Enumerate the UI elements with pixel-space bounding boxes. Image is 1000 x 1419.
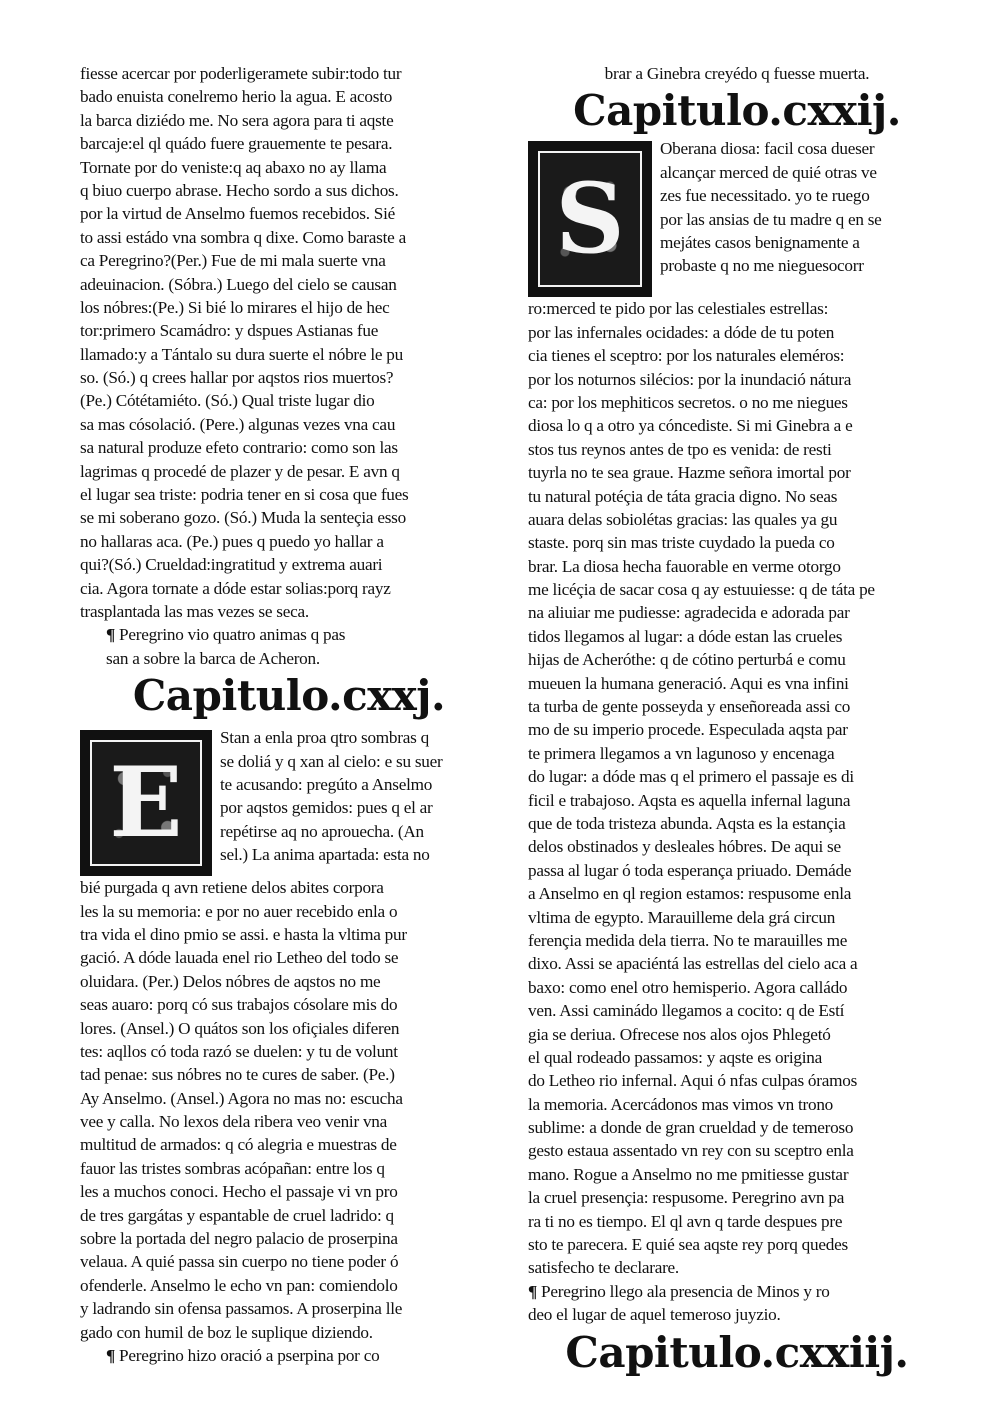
text-line: sa natural produze efeto contrario: como son las	[80, 438, 398, 458]
text-line: vee y calla. No lexos dela ribera veo venir vna	[80, 1112, 388, 1132]
chapter-heading-123: Capitulo.cxxiij.	[565, 1327, 909, 1377]
text-line: te acusando: pregúto a Anselmo	[220, 774, 433, 794]
text-line: de tres gargátas y espantable de cruel ladrido: q	[80, 1205, 394, 1225]
text-line: el lugar sea triste: podria tener en si cosa que fues	[80, 485, 409, 505]
chapter-121-opening	[80, 726, 498, 866]
text-line: ficil e trabajoso. Aqsta es aquella infernal laguna	[528, 790, 851, 810]
text-line: bado enuista conelremo herio la agua. E acosto	[80, 87, 393, 107]
right-intro-line: brar a Ginebra creyédo q fuesse muerta.	[604, 64, 870, 83]
text-line: Oberana diosa: facil cosa dueser	[660, 139, 875, 159]
text-line: ofenderle. Anselmo le echo vn pan: comiendolo	[80, 1275, 398, 1295]
text-line: tuyrla no te sea graue. Hazme señora imortal por	[528, 463, 851, 483]
text-line: se doliá y q xan al cielo: e su suer	[220, 751, 443, 771]
text-line: q biuo cuerpo abrase. Hecho sordo a sus dichos.	[80, 180, 399, 200]
decorated-initial-s	[528, 141, 652, 297]
left-closing-rubric	[80, 1344, 498, 1367]
text-line: seas auaro: porq có sus trabajos cósolare mis do	[80, 995, 398, 1015]
text-line: tra vida el dino pmio se assi. e hasta la vltima pur	[80, 924, 407, 944]
text-line: por la virtud de Anselmo fuemos recebidos. Sié	[80, 204, 395, 224]
text-line: Ay Anselmo. (Ansel.) Agora no mas no: escucha	[80, 1088, 403, 1108]
text-line: cia. Agora tornate a dóde estar solias:porq rayz	[80, 578, 391, 598]
text-line: vltima de egypto. Marauilleme dela grá circun	[528, 907, 836, 927]
text-line: hijas de Acheróthe: q de cótino perturbá e comu	[528, 650, 846, 670]
text-line: gado con humil de boz le suplique diziendo.	[80, 1322, 373, 1342]
text-line: staste. porq sin mas triste cuydado la pueda co	[528, 533, 835, 553]
text-line: gació. A dóde lauada enel rio Letheo del todo se	[80, 948, 399, 968]
text-line: bié purgada q avn retiene delos abites corpora	[80, 878, 384, 898]
text-line: ca: por los mephiticos secretos. o no me niegues	[528, 392, 848, 412]
right-rubric	[528, 1280, 946, 1327]
text-line: baxo: como enel otro hemisperio. Agora calládo	[528, 977, 848, 997]
text-line: tes: aqllos có toda razó se duelen: y tu de volunt	[80, 1041, 398, 1061]
text-line: na aliuiar me pudiesse: agradecida e adorada par	[528, 603, 850, 623]
rubric-line	[80, 623, 498, 646]
pilcrow-icon: ¶	[106, 1345, 116, 1365]
text-line: qui?(Só.) Crueldad:ingratitud y extrema auari	[80, 555, 383, 575]
text-line: gia se deriua. Ofrecese nos alos ojos Phlegetó	[528, 1024, 831, 1044]
text-line: probaste q no me nieguesocorr	[660, 256, 864, 276]
left-column	[80, 62, 498, 1367]
text-line: trasplantada las mas vezes se seca.	[80, 601, 309, 621]
text-line: me licéçia de sacar cosa q ay estuuiesse: q de táta pe	[528, 580, 875, 600]
text-line: la cruel presençia: respusome. Peregrino avn pa	[528, 1188, 845, 1208]
text-line: la memoria. Acercádonos mas vimos vn trono	[528, 1094, 834, 1114]
decorated-initial-e	[80, 730, 212, 876]
right-column	[528, 62, 946, 1379]
text-line: que de toda tristeza abunda. Aqsta es la estançia	[528, 813, 846, 833]
text-line: velaua. A quié passa sin cuerpo no tiene poder ó	[80, 1252, 399, 1272]
text-line: brar. La diosa hecha fauorable en verme otorgo	[528, 556, 841, 576]
text-line: la barca diziédo me. No sera agora para ti aqste	[80, 110, 394, 130]
text-line: se mi soberano gozo. (Só.) Muda la senteçia esso	[80, 508, 406, 528]
text-line: alcançar merced de quié otras ve	[660, 162, 877, 182]
initial-letter: E	[109, 746, 183, 860]
text-line: multitud de armados: q có alegria e muestras de	[80, 1135, 397, 1155]
text-line: sobre la portada del negro palacio de proserpina	[80, 1229, 398, 1249]
text-line: tu natural potéçia de táta gracia digno. No seas	[528, 486, 838, 506]
text-line: ferençia medida dela tierra. No te marauilles me	[528, 930, 848, 950]
text-line: passa al lugar ó toda esperança priuado. Demáde	[528, 860, 852, 880]
text-line: por las ansias de tu madre q en se	[660, 209, 882, 229]
text-line: ra ti no es tiempo. El ql avn q tarde despues pre	[528, 1211, 843, 1231]
text-line: repétirse aq no aprouecha. (An	[220, 821, 424, 841]
rubric-line-text: Peregrino llego ala presencia de Minos y ro	[541, 1281, 830, 1301]
chapter-122-opening	[528, 137, 946, 277]
text-line: oluidara. (Per.) Delos nóbres de aqstos no me	[80, 971, 381, 991]
text-line: dixo. Assi se apaciéntá las estrellas del cielo aca a	[528, 954, 858, 974]
text-line: ta turba de gente posseyda y enseñoreada assi co	[528, 697, 851, 717]
text-line: por los noturnos silécios: por la inundació nátura	[528, 369, 852, 389]
text-line: adeuinacion. (Sóbra.) Luego del cielo se causan	[80, 274, 397, 294]
text-line: delos obstinados y desleales hóbres. De aqui se	[528, 837, 841, 857]
text-line: por las infernales ocidades: a dóde de tu poten	[528, 322, 835, 342]
text-line: (Pe.) Cótétamiéto. (Só.) Qual triste lugar dio	[80, 391, 375, 411]
text-line: diosa lo q a otro ya cóncediste. Si mi Ginebra a e	[528, 416, 853, 436]
rubric-line	[528, 1280, 946, 1303]
text-line: mo de su imperio procede. Especulada aqsta par	[528, 720, 848, 740]
rubric-line: san a sobre la barca de Acheron.	[106, 648, 320, 668]
left-intro-text	[80, 62, 498, 623]
left-closing-rubric-text: Peregrino hizo oració a pserpina por co	[119, 1345, 380, 1365]
text-line: tidos llegamos al lugar: a dóde estan las crueles	[528, 626, 843, 646]
text-line: sel.) La anima apartada: esta no	[220, 845, 430, 865]
text-line: fiesse acercar por poderligeramete subir:todo tur	[80, 64, 402, 83]
left-rubric	[80, 623, 498, 670]
text-line: Stan a enla proa qtro sombras q	[220, 728, 429, 748]
text-line: y ladrando sin ofensa passamos. A proserpina lle	[80, 1299, 403, 1319]
text-line: a Anselmo en ql region estamos: respusome enla	[528, 884, 852, 904]
text-line: cia tienes el sceptro: por los naturales eleméros:	[528, 346, 845, 366]
text-line: los nóbres:(Pe.) Si bié lo mirares el hijo de hec	[80, 297, 390, 317]
rubric-line-text: Peregrino vio quatro animas q pas	[119, 625, 346, 645]
text-line: mueuen la humana generació. Aqui es vna infini	[528, 673, 849, 693]
text-line: fauor las tristes sombras acópañan: entre los q	[80, 1158, 385, 1178]
initial-letter: S	[555, 162, 625, 276]
text-line: ro:merced te pido por las celestiales estrellas:	[528, 299, 829, 319]
text-line: tor:primero Scamádro: y dspues Astianas fue	[80, 321, 379, 341]
pilcrow-icon: ¶	[528, 1281, 538, 1301]
text-line: satisfecho te declarare.	[528, 1258, 679, 1278]
text-line: do Letheo rio infernal. Aqui ó nfas culpas óramos	[528, 1071, 858, 1091]
text-line: lores. (Ansel.) O quátos son los ofiçiales diferen	[80, 1018, 400, 1038]
text-line: sto te parecera. E quié sea aqste rey porq quedes	[528, 1235, 848, 1255]
pilcrow-icon: ¶	[106, 625, 116, 645]
text-line: les la su memoria: e por no auer recebido enla o	[80, 901, 398, 921]
left-body-text	[80, 876, 498, 1344]
text-line: sa mas cósolació. (Pere.) algunas vezes vna cau	[80, 414, 396, 434]
text-line: ven. Assi caminádo llegamos a cocito: q de Estí	[528, 1001, 845, 1021]
text-line: no hallaras aca. (Pe.) pues q puedo yo hallar a	[80, 531, 384, 551]
text-line: mano. Rogue a Anselmo no me pmitiesse gustar	[528, 1164, 849, 1184]
text-line: el qual rodeado passamos: y aqste es origina	[528, 1047, 822, 1067]
text-line: mejátes casos benignamente a	[660, 232, 860, 252]
text-line: gesto estaua assentado vn rey con su sceptro enla	[528, 1141, 854, 1161]
text-line: tad penae: sus nóbres no te cures de saber. (Pe.)	[80, 1065, 395, 1085]
text-line: lagrimas q procedé de plazer y de pesar. E avn q	[80, 461, 400, 481]
text-line: llamado:y a Tántalo su dura suerte el nóbre le pu	[80, 344, 403, 364]
text-line: ca Peregrino?(Per.) Fue de mi mala suerte vna	[80, 251, 386, 271]
text-line: stos tus reynos antes de tpo es venida: de resti	[528, 439, 832, 459]
text-line: por aqstos gemidos: pues q el ar	[220, 798, 433, 818]
text-line: zes fue necessitado. yo te ruego	[660, 186, 870, 206]
text-line: les a muchos conoci. Hecho el passaje vi vn pro	[80, 1182, 398, 1202]
text-line: do lugar: a dóde mas q el primero el passaje es di	[528, 767, 854, 787]
text-line: so. (Só.) q crees hallar por aqstos rios muertos?	[80, 368, 394, 388]
text-line: barcaje:el ql quádo fuere grauemente te pesara.	[80, 134, 393, 154]
text-line: te primera llegamos a vn lagunoso y encenaga	[528, 743, 835, 763]
rubric-line: deo el lugar de aquel temeroso juyzio.	[528, 1305, 781, 1325]
chapter-heading-122: Capitulo.cxxij.	[573, 86, 901, 136]
chapter-heading-121: Capitulo.cxxj.	[132, 671, 446, 721]
text-line: sublime: a donde de gran crueldad y de temeroso	[528, 1118, 854, 1138]
text-line: Tornate por do veniste:q aq abaxo no ay llama	[80, 157, 387, 177]
right-body-text	[528, 297, 946, 1279]
text-line: to assi estádo vna sombra q dixe. Como baraste a	[80, 227, 406, 247]
text-line: auara delas sobiolétas gracias: las quales ya gu	[528, 509, 838, 529]
